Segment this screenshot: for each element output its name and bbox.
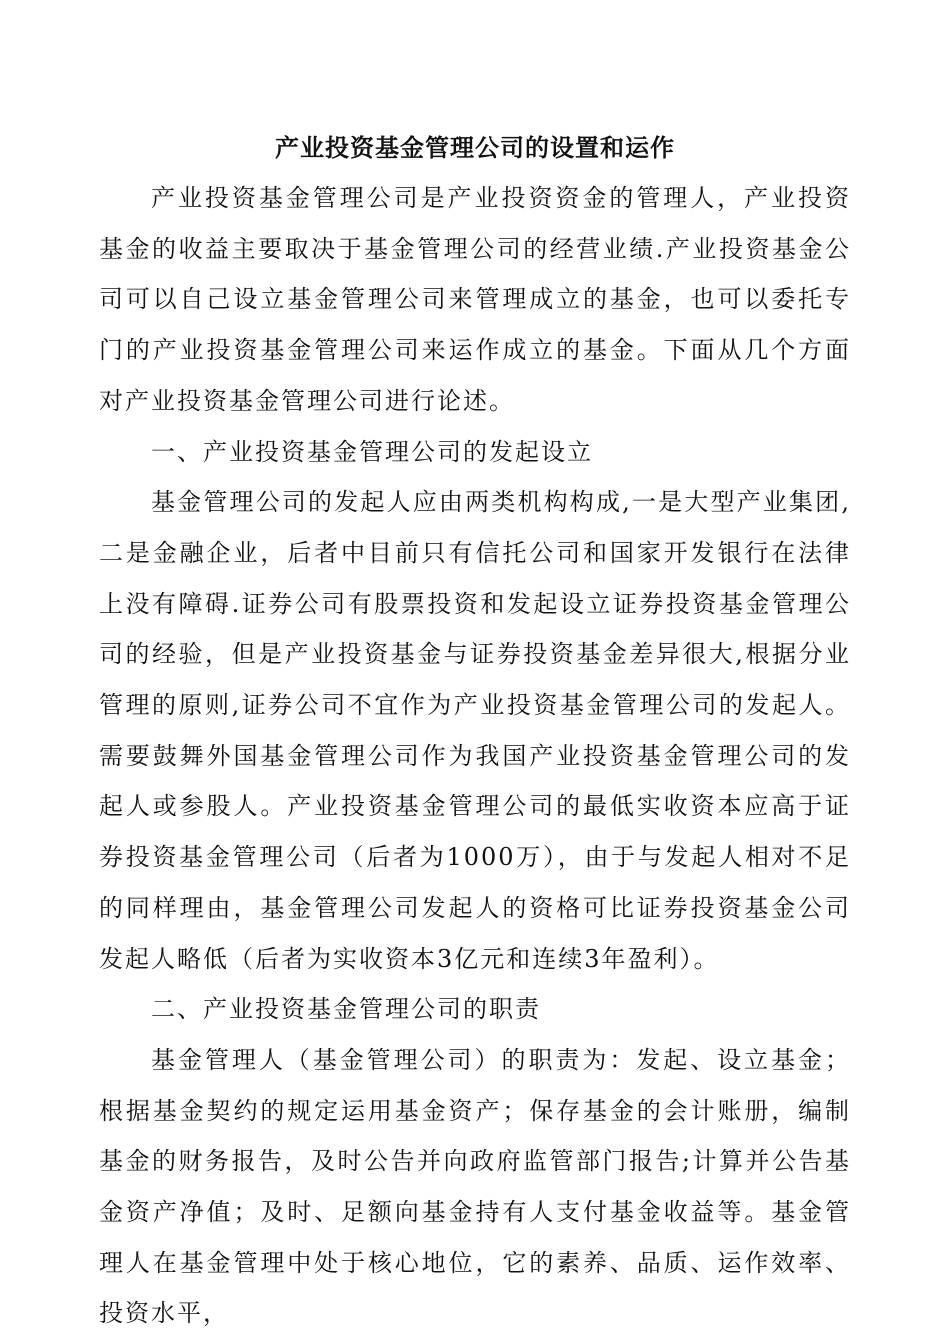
document-body [99,173,851,1339]
paragraph-section-1: 基金管理公司的发起人应由两类机构构成,一是大型产业集团,二是金融企业，后者中目前只有信托公司和国家开发银行在法律上没有障碍.证券公司有股票投资和发起设立证券投资基金管理公司的经验，但是产业投资基金与证券投资基金差异很大,根据分业管理的原则,证券公司不宜作为产业投资基金管理公司的发起人。需要鼓舞外国基金管理公司作为我国产业投资基金管理公司的发起人或参股人。产业投资基金管理公司的最低实收资本应高于证券投资基金管理公司（后者为1000万），由于与发起人相对不足的同样理由，基金管理公司发起人的资格可比证券投资基金公司发起人略低（后者为实收资本3亿元和连续3年盈利）。 [99,488,851,973]
section-heading-2: 二、产业投资基金管理公司的职责 [151,995,541,1024]
paragraph-intro: 产业投资基金管理公司是产业投资资金的管理人，产业投资基金的收益主要取决于基金管理公司的经营业绩.产业投资基金公司可以自己设立基金管理公司来管理成立的基金，也可以委托专门的产业投资基金管理公司来运作成立的基金。下面从几个方面对产业投资基金管理公司进行论述。 [99,184,851,415]
section-heading-1: 一、产业投资基金管理公司的发起设立 [151,437,593,466]
paragraph-section-2: 基金管理人（基金管理公司）的职责为：发起、设立基金；根据基金契约的规定运用基金资产；保存基金的会计账册，编制基金的财务报告，及时公告并向政府监管部门报告;计算并公告基金资产净值；及时、足额向基金持有人支付基金收益等。基金管理人在基金管理中处于核心地位，它的素养、品质、运作效率、投资水平， [99,1045,851,1328]
document-title: 产业投资基金管理公司的设置和运作 [275,133,675,162]
